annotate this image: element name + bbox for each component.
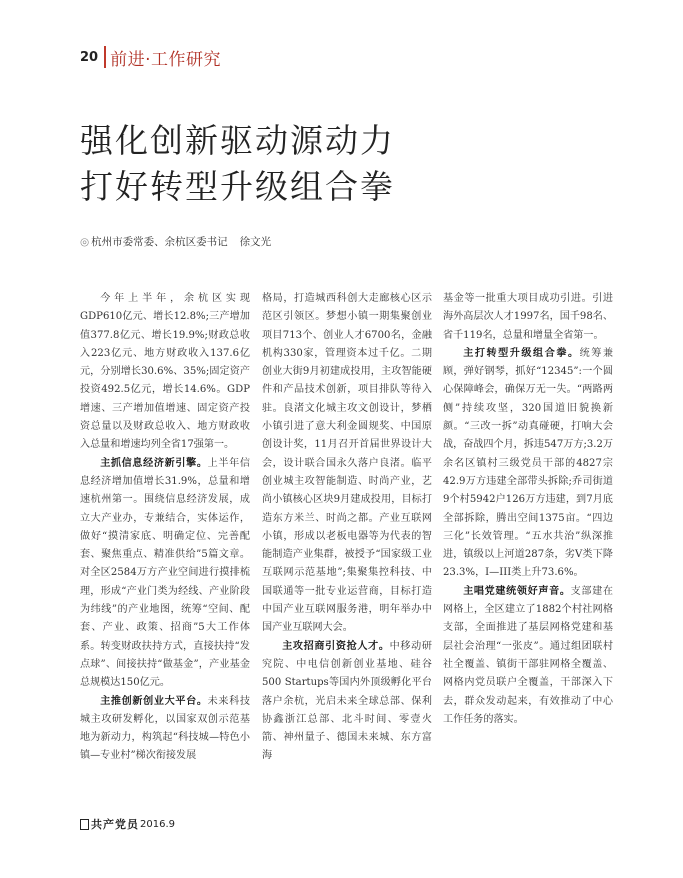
text-column-3 [443,290,613,729]
paragraph-text: 上半年信息经济增加值增长31.9%，总量和增速杭州第一。围绕信息经济发展，成立大产业办，专兼结合，实体运作，做好“摸清家底、明确定位、完善配套、聚焦重点、精准供给”5篇文章。对全区2584万方产业空间进行摸排梳理，形成“产业门类为经线、产业阶段为纬线”的产业地图，统筹“空间、配套、产业、政策、招商”5大工作体系。转变财政扶持方式，直接扶持“发点球”、间接扶持“做基金”，产业基金总规模达150亿元。 [80,457,251,689]
text-column-1 [80,290,250,766]
text-column-2 [262,290,432,766]
paragraph-text: 支部建在网格上，全区建立了1882个村社网格支部，全面推进了基层网格党建和基层社会治理“一张皮”。通过组团联村社全覆盖、镇街干部驻网格全覆盖、网格内党员联户全覆盖，干部深入下去，群众发动起来，有效推动了中心工作任务的落实。 [443,585,614,725]
paragraph [80,290,250,455]
paragraph-text: 未来科技城主攻研发孵化，以国家双创示范基地为新动力，构筑起“科技城—特色小镇—专业村”梯次衔接发展 [80,695,251,762]
page-footer [80,816,175,832]
paragraph [443,345,613,583]
paragraph-lead: 主推创新创业大平台。 [100,695,208,707]
paragraph [262,638,432,766]
paragraph-lead: 主抓信息经济新引擎。 [100,457,208,469]
byline-author: 徐文光 [239,236,272,248]
paragraph-lead: 主打转型升级组合拳。 [463,347,580,359]
paragraph [262,290,432,638]
byline [80,234,271,249]
paragraph-text: 基金等一批重大项目成功引进。引进海外高层次人才1997名，国千98名、省千119名，总量和增量全省第一。 [443,293,613,341]
byline-affiliation: 杭州市委常委、余杭区委书记 [91,236,228,248]
paragraph [80,455,250,693]
page-number: 20 [80,49,99,65]
article-title [80,118,395,210]
issue-number: 2016.9 [140,818,175,830]
paragraph-lead: 主唱党建统领好声音。 [463,585,571,597]
paragraph-text: 格局，打造城西科创大走廊核心区示范区引领区。梦想小镇一期集聚创业项目713个、创业人才6700名，金融机构330家，管理资本过千亿。二期创业大街9月初建成投用，主攻智能硬件和产品技术创新，项目排队等待入驻。良渚文化城主攻文创设计，梦栖小镇引进了意大利金圆规奖、中国原创设计奖，11月召开首届世界设计大会，设计联合国永久落户良渚。临平创业城主攻智能制造、时尚产业，艺尚小镇核心区块9月建成投用，目标打造东方米兰、时尚之都。产业互联网小镇，形成以老板电器等为代表的智能制造产业集群，被授予“国家级工业互联网示范基地”;集聚集控科技、中国联通等一批专业运营商，目标打造中国产业互联网服务港，明年举办中国产业互联网大会。 [262,293,432,634]
paragraph-lead: 主攻招商引资抢人才。 [282,640,390,652]
title-line-2: 打好转型升级组合拳 [80,167,395,206]
paragraph [80,693,250,766]
paragraph-text: 统筹兼顾，弹好钢琴，抓好“12345”:一个圆心保障峰会，确保万无一失。“两路两侧”持续攻坚，320国道旧貌换新颜。“三改一拆”动真碰硬，打响大会战，奋战四个月，拆违547万方;3.2万余名区镇村三级党员干部的4827宗42.9万方违建全部带头拆除;乔司街道9个村5942户126万方违建，到7月底全部拆除，腾出空间1375亩。“四边三化”长效管理。“五水共治”纵深推进，镇级以上河道287条，劣Ⅴ类下降23.3%，I—III类上升73.6%。 [443,347,614,579]
byline-mark-icon: ◎ [80,236,90,248]
paragraph [443,290,613,345]
paragraph [443,583,613,729]
magazine-name: 共产党员 [91,818,139,831]
paragraph-text: 中移动研究院、中电信创新创业基地、硅谷500 Startups等国内外顶级孵化平台落户余杭，光启未来全球总部、保利协鑫浙江总部、北斗时间、零壹火箭、神州量子、德国未来城、东方富海 [262,640,433,762]
header-divider [104,46,106,68]
section-title: 前进·工作研究 [110,49,221,70]
page-header [80,44,221,70]
title-line-1: 强化创新驱动源动力 [80,121,395,160]
paragraph-text: 今年上半年，余杭区实现GDP610亿元、增长12.8%;三产增加值377.8亿元、增长19.9%;财政总收入223亿元、地方财政收入137.6亿元，分别增长30.6%、35%;固定资产投资492.5亿元，增长14.6%。GDP增速、三产增加值增速、固定资产投资总量以及财政总收入、地方财政收入总量和增速均列全省17强第一。 [80,293,250,451]
magazine-logo-icon [80,819,89,830]
